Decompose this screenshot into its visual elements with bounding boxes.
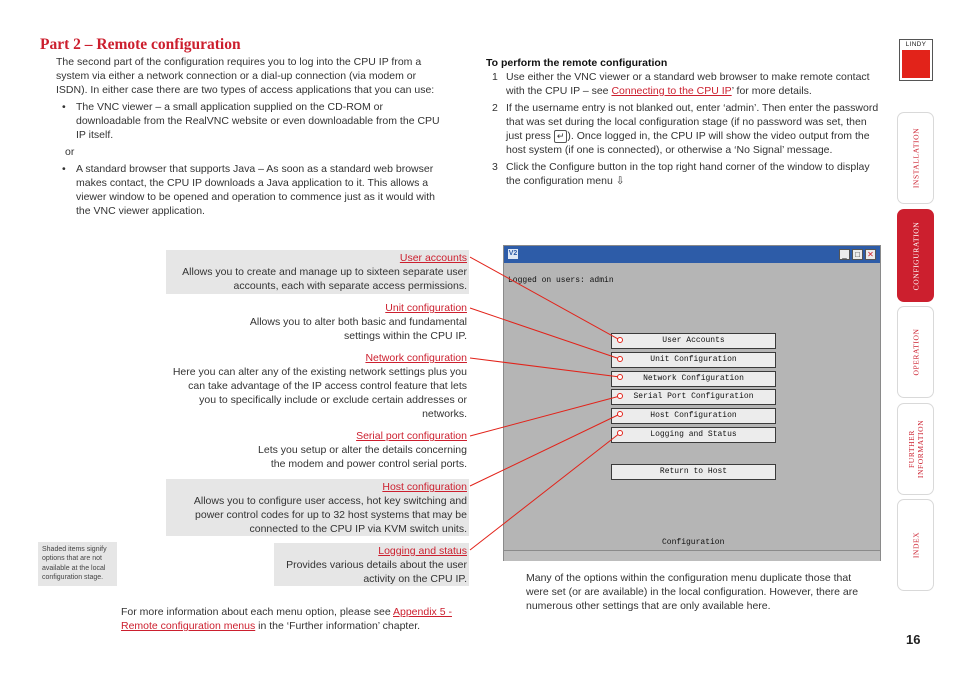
access-app-list-2 xyxy=(56,162,448,218)
tab-label: OPERATION xyxy=(911,328,920,376)
callout-serial-port-configuration xyxy=(246,429,467,471)
maximize-icon[interactable]: □ xyxy=(852,249,863,260)
tab-installation[interactable] xyxy=(897,112,934,204)
callout-network-configuration xyxy=(170,351,467,421)
step-text: Use either the VNC viewer or a standard web browser to make remote contact with the CPU IP – see xyxy=(506,71,870,97)
enter-key-icon: ↵ xyxy=(554,130,568,143)
step-3 xyxy=(486,160,884,188)
callout-title[interactable]: Serial port configuration xyxy=(356,430,467,442)
more-info-text-end: in the ‘Further information’ chapter. xyxy=(255,620,421,632)
tab-label: CONFIGURATION xyxy=(911,221,920,290)
window-status-bar xyxy=(504,550,880,561)
callout-title[interactable]: Network configuration xyxy=(365,352,467,364)
callout-title[interactable]: Unit configuration xyxy=(385,302,467,314)
vnc-app-icon: V2 xyxy=(508,250,518,257)
after-window-paragraph: Many of the options within the configuration menu duplicate those that were set (or are available) in the local configuration. However, there are numerous other settings that are only available here. xyxy=(526,572,859,612)
tab-further-information[interactable] xyxy=(897,403,934,495)
tab-label: INSTALLATION xyxy=(911,127,920,189)
config-window xyxy=(503,245,881,561)
tab-label: INDEX xyxy=(911,531,920,559)
more-info-text: For more information about each menu option, please see xyxy=(121,606,393,618)
procedure-heading: To perform the remote configuration xyxy=(486,57,668,69)
callout-text: Allows you to configure user access, hot key switching and power control codes for up to 32 host systems that may be connected to the CPU IP via KVM switch units. xyxy=(193,495,467,535)
step-number: 2 xyxy=(492,102,498,114)
callout-text: Provides various details about the user activity on the CPU IP. xyxy=(286,559,467,585)
connecting-link[interactable]: Connecting to the CPU IP xyxy=(611,85,732,97)
callout-title[interactable]: Logging and status xyxy=(378,545,467,557)
or-text: or xyxy=(65,146,75,158)
tab-index[interactable] xyxy=(897,499,934,591)
step-text-end: ). Once logged in, the CPU IP will show the video output from the host system (if one is connected), or otherwise a ‘No Signal’ message. xyxy=(506,130,870,156)
callout-unit-configuration xyxy=(226,301,467,343)
appendix-5-link[interactable]: Appendix 5 - Remote configuration menus xyxy=(121,606,452,632)
step-number: 3 xyxy=(492,161,498,173)
callout-text: Allows you to alter both basic and fundamental settings within the CPU IP. xyxy=(249,316,467,342)
callout-text: Lets you setup or alter the details concerning the modem and power control serial ports. xyxy=(258,444,467,470)
procedure-block xyxy=(486,56,884,188)
lindy-logo xyxy=(899,39,933,81)
menu-host-configuration-button[interactable]: Host Configuration xyxy=(611,408,776,424)
logo-text: LINDY xyxy=(905,41,927,48)
intro-block xyxy=(56,55,448,218)
shaded-items-note: Shaded items signify options that are not available at the local configuration stage. xyxy=(38,542,117,586)
callout-logging-status xyxy=(274,543,469,586)
menu-unit-configuration-button[interactable]: Unit Configuration xyxy=(611,352,776,368)
logged-on-users: Logged on users: admin xyxy=(508,276,614,285)
minimize-icon[interactable]: _ xyxy=(839,249,850,260)
menu-serial-port-configuration-button[interactable]: Serial Port Configuration xyxy=(611,389,776,405)
tab-label: FURTHER INFORMATION xyxy=(906,419,925,479)
callout-title[interactable]: Host configuration xyxy=(382,481,467,493)
logo-red-block xyxy=(902,50,930,78)
step-text: Click the Configure button in the top right hand corner of the window to display the configuration menu ⇩ xyxy=(506,161,870,187)
menu-logging-status-button[interactable]: Logging and Status xyxy=(611,427,776,443)
menu-network-configuration-button[interactable]: Network Configuration xyxy=(611,371,776,387)
callout-text: Allows you to create and manage up to sixteen separate user accounts, each with separate access permissions. xyxy=(182,266,467,292)
page-number: 16 xyxy=(906,632,921,647)
bullet-vnc: • The VNC viewer – a small application supplied on the CD-ROM or downloadable from the RealVNC website or even downloadable from the CPU IP itself. xyxy=(56,100,448,142)
callout-host-configuration xyxy=(166,479,469,536)
callout-text: Here you can alter any of the existing network settings plus you can take advantage of the IP access control feature that lets you to specifically include or exclude certain addresses or networks. xyxy=(172,366,467,420)
window-status-label: Configuration xyxy=(662,538,725,547)
step-1 xyxy=(486,70,884,98)
step-text: If the username entry is not blanked out, enter ‘admin’. Then enter the password that was set during the local configuration stage (if no password was set, then just press xyxy=(506,102,879,142)
callout-user-accounts xyxy=(166,250,469,294)
tab-operation[interactable] xyxy=(897,306,934,398)
step-text-end: ’ for more details. xyxy=(731,85,812,97)
access-app-list xyxy=(56,100,448,142)
intro-paragraph: The second part of the configuration requires you to log into the CPU IP from a system via either a network connection or a dial-up connection (via modem or ISDN). In either case there are two types of access applications that you can use: xyxy=(56,56,435,96)
more-info-paragraph xyxy=(121,605,471,633)
bullet-browser: • A standard browser that supports Java – As soon as a standard web browser makes contact, the CPU IP downloads a Java application to it. This allows a viewer window to be opened and operation to commence just as it would with the VNC viewer application. xyxy=(56,162,448,218)
return-to-host-button[interactable]: Return to Host xyxy=(611,464,776,480)
menu-user-accounts-button[interactable]: User Accounts xyxy=(611,333,776,349)
callout-title[interactable]: User accounts xyxy=(399,252,467,264)
page-title: Part 2 – Remote configuration xyxy=(40,36,241,53)
step-2 xyxy=(486,101,884,157)
window-title-bar xyxy=(504,246,880,263)
step-number: 1 xyxy=(492,71,498,83)
close-icon[interactable]: ✕ xyxy=(865,249,876,260)
tab-configuration[interactable] xyxy=(897,209,934,302)
